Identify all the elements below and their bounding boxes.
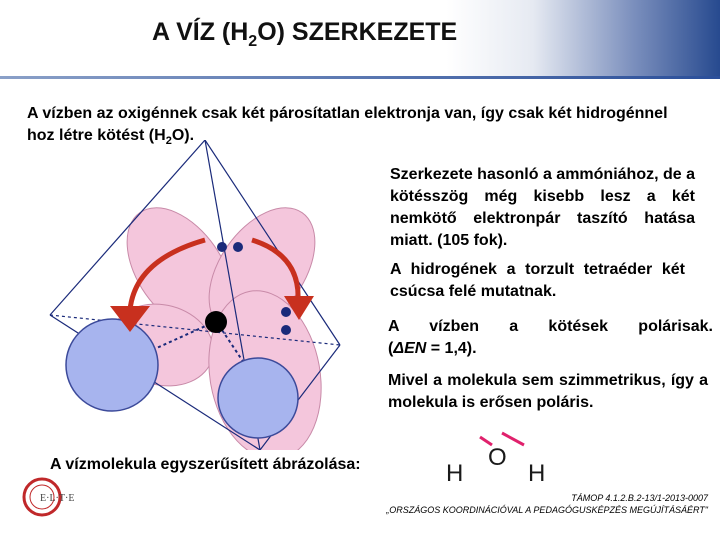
title-post: O) SZERKEZETE <box>257 18 458 46</box>
footer-program-name: „ORSZÁGOS KOORDINÁCIÓVAL A PEDAGÓGUSKÉPZÉS MEGÚJÍTÁSÁÉRT" <box>386 505 708 515</box>
atom-h-right: H <box>528 460 546 487</box>
simplified-water-molecule <box>440 425 580 490</box>
logo-text: E·L·T·E <box>40 493 75 504</box>
title-pre: A VÍZ (H <box>152 18 249 46</box>
paragraph-polarity <box>388 316 713 360</box>
atom-h-left: H <box>446 460 464 487</box>
title-subscript: 2 <box>248 33 258 50</box>
footer-project-code: TÁMOP 4.1.2.B.2-13/1-2013-0007 <box>571 493 708 503</box>
atom-o: O <box>488 444 507 471</box>
oxygen-atom <box>205 311 227 333</box>
en-label: EN <box>404 340 427 357</box>
water-tetrahedron-diagram <box>0 140 390 450</box>
header-divider <box>0 76 720 79</box>
elte-logo <box>18 475 108 520</box>
hydrogen-atom-right <box>218 358 298 438</box>
delta-symbol: Δ <box>393 340 405 357</box>
polarity-line1: A vízben a kötések polárisak. <box>388 318 713 335</box>
paragraph-structure: Szerkezete hasonló a ammóniához, de a kötésszög még kisebb lesz a két nemkötő elektronpár taszító hatása miatt. (105 fok). <box>390 166 695 249</box>
intro-pre: A vízben az oxigénnek csak két párosítatlan elektronja van, így csak két hidrogénnel hoz létre kötést (H <box>27 105 668 144</box>
paragraph-hydrogens: A hidrogének a torzult tetraéder két csúcsa felé mutatnak. <box>390 261 685 300</box>
paragraph-molecule-polar: Mivel a molekula sem szimmetrikus, így a molekula is erősen poláris. <box>388 372 708 411</box>
hydrogen-atom-left <box>66 319 158 411</box>
intro-post: O). <box>171 127 195 144</box>
intro-subscript: 2 <box>165 135 172 148</box>
slide-title <box>152 18 457 51</box>
polarity-line2: (ΔEN = 1,4). <box>388 340 477 357</box>
simplified-label: A vízmolekula egyszerűsített ábrázolása: <box>50 456 361 473</box>
footer <box>308 492 708 516</box>
